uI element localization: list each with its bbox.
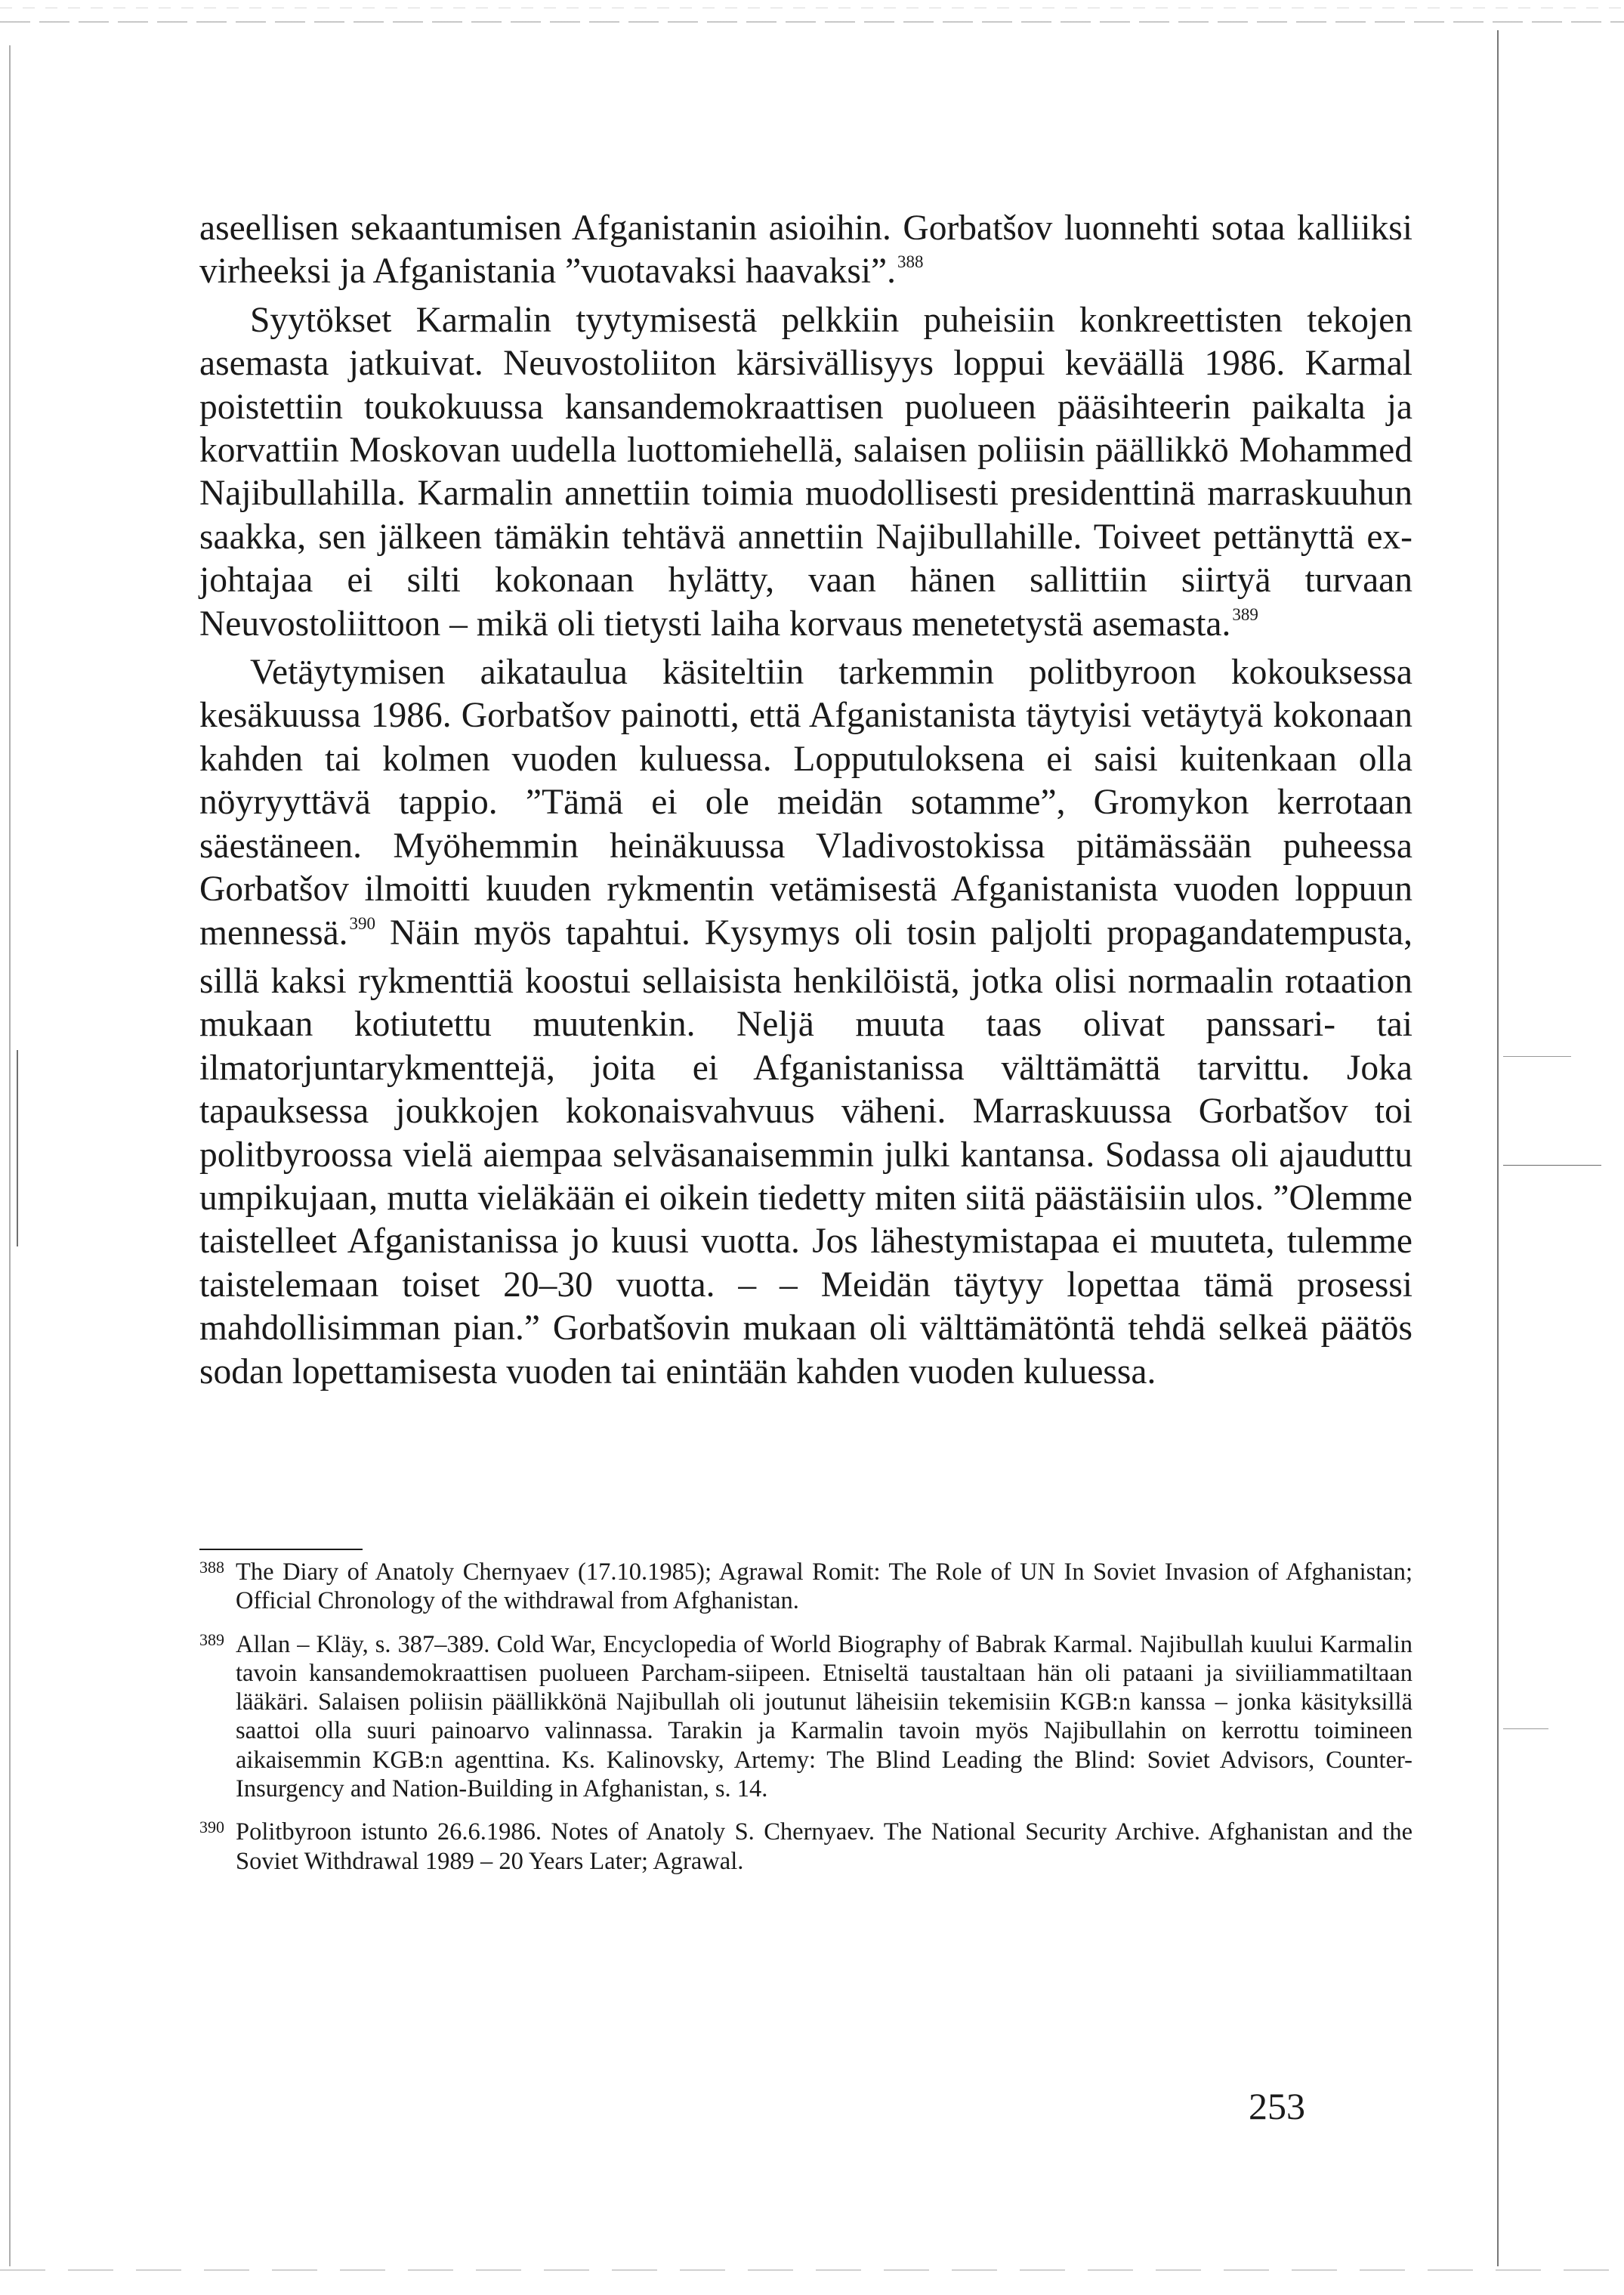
footnote-reference-388: 388 — [897, 252, 924, 272]
footnote-text: Allan – Kläy, s. 387–389. Cold War, Encyclopedia of World Biography of Babrak Karmal. Najibullah kuului Karmalin tavoin kansandemokraattisen puolueen Parcham-siipeen. Etniseltä taustaltaan hän oli pataani ja siviiliammatiltaan lääkäri. Salaisen poliisin päällikkönä Najibullah oli joutunut läheisiin tekemisiin KGB:n kanssa – jonka käsityksillä saattoi olla suuri painoarvo valinnassa. Tarakin ja Karmalin tavoin myös Najibullahin on kerrottu toimineen aikaisemmin KGB:n agenttina. Ks. Kalinovsky, Artemy: The Blind Leading the Blind: Soviet Advisors, Counter-Insurgency and Nation-Building in Afghanistan, s. 14. — [236, 1630, 1413, 1803]
footnote-text: The Diary of Anatoly Chernyaev (17.10.1985); Agrawal Romit: The Role of UN In Soviet Invasion of Afghanistan; Official Chronology of the withdrawal from Afghanistan. — [236, 1558, 1413, 1615]
paragraph-2 — [199, 299, 1413, 651]
footnote-text: Politbyroon istunto 26.6.1986. Notes of Anatoly S. Chernyaev. The National Security Archive. Afghanistan and the Soviet Withdrawal 1989 – 20 Years Later; Agrawal. — [236, 1818, 1413, 1875]
footnote-390 — [199, 1818, 1413, 1876]
paragraph-text-part-2: Näin myös tapahtui. Kysymys oli tosin paljolti propagandatempusta, sillä kaksi rykmenttiä koostui sellaisista henkilöistä, jotka olisi normaalin rotaation mukaan kotiutettu muutenkin. Neljä muuta taas olivat panssari- tai ilmatorjuntarykmenttejä, joita ei Afganistanissa välttämättä tarvittu. Joka tapauksessa joukkojen kokonaisvahvuus väheni. Marraskuussa Gorbatšov toi politbyroossa vielä aiempaa selväsanaisemmin julki kantansa. Sodassa oli ajauduttu umpikujaan, mutta vieläkään ei oikein tiedetty miten siitä päästäisiin ulos. ”Olemme taistelleet Afganistanissa jo kuusi vuotta. Jos lähestymistapaa ei muuteta, tulemme taistelemaan toiset 20–30 vuotta. – – Meidän täytyy lopettaa tämä prosessi mahdollisimman pian.” Gorbatšovin mukaan oli välttämätöntä tehdä selkeä päätös sodan lopettamisesta vuoden tai enintään kahden vuoden kuluessa. — [199, 913, 1413, 1392]
paragraph-text-part-1: Vetäytymisen aikataulua käsiteltiin tarkemmin politbyroon kokouksessa kesäkuussa 1986. Gorbatšov painotti, että Afganistanista täytyisi vetäytyä kokonaan kahden tai kolmen vuoden kuluessa. Lopputuloksena ei saisi kuitenkaan olla nöyryyttävä tappio. ”Tämä ei ole meidän sotamme”, Gromykon kerrotaan säestäneen. Myöhemmin heinäkuussa Vladivostokissa pitämässään puheessa Gorbatšov ilmoitti kuuden rykmentin vetämisestä Afganistanista vuoden loppuun mennessä. — [199, 653, 1413, 953]
scan-mark-left — [17, 1050, 18, 1246]
footnote-number: 388 — [199, 1558, 224, 1577]
main-text — [199, 207, 1413, 1394]
scan-edge-bottom — [0, 2269, 1624, 2271]
footnote-separator — [199, 1549, 363, 1550]
scan-edge-right — [1497, 30, 1499, 2266]
scan-edge-top — [0, 21, 1624, 23]
footnote-reference-389: 389 — [1232, 604, 1258, 624]
paragraph-1 — [199, 207, 1413, 299]
paragraph-text: aseellisen sekaantumisen Afganistanin asioihin. Gorbatšov luonnehti sotaa kalliiksi virheeksi ja Afganistania ”vuotavaksi haavaksi”. — [199, 208, 1413, 292]
scan-mark-right — [1503, 1165, 1601, 1166]
page-number: 253 — [1249, 2085, 1305, 2127]
scan-edge-left — [9, 45, 11, 2266]
footnote-388 — [199, 1558, 1413, 1616]
paragraph-3 — [199, 651, 1413, 1394]
scan-mark-right — [1503, 1056, 1571, 1057]
footnote-number: 389 — [199, 1629, 224, 1649]
footnote-reference-390: 390 — [349, 913, 376, 933]
scan-mark-right — [1503, 1728, 1548, 1729]
footnotes — [199, 1558, 1413, 1890]
footnote-389 — [199, 1630, 1413, 1804]
paragraph-text: Syytökset Karmalin tyytymisestä pelkkiin puheisiin konkreettisten tekojen asemasta jatkuivat. Neuvostoliiton kärsivällisyys loppui keväällä 1986. Karmal poistettiin toukokuussa kansandemokraattisen puolueen pääsihteerin paikalta ja korvattiin Moskovan uudella luottomiehellä, salaisen poliisin päällikkö Mohammed Najibullahilla. Karmalin annettiin toimia muodollisesti presidenttinä marraskuuhun saakka, sen jälkeen tämäkin tehtävä annettiin Najibullahille. Toiveet pettänyttä ex-johtajaa ei silti kokonaan hylätty, vaan hänen sallittiin siirtyä turvaan Neuvostoliittoon – mikä oli tietysti laiha korvaus menetetystä asemasta. — [199, 300, 1413, 644]
footnote-number: 390 — [199, 1818, 224, 1837]
